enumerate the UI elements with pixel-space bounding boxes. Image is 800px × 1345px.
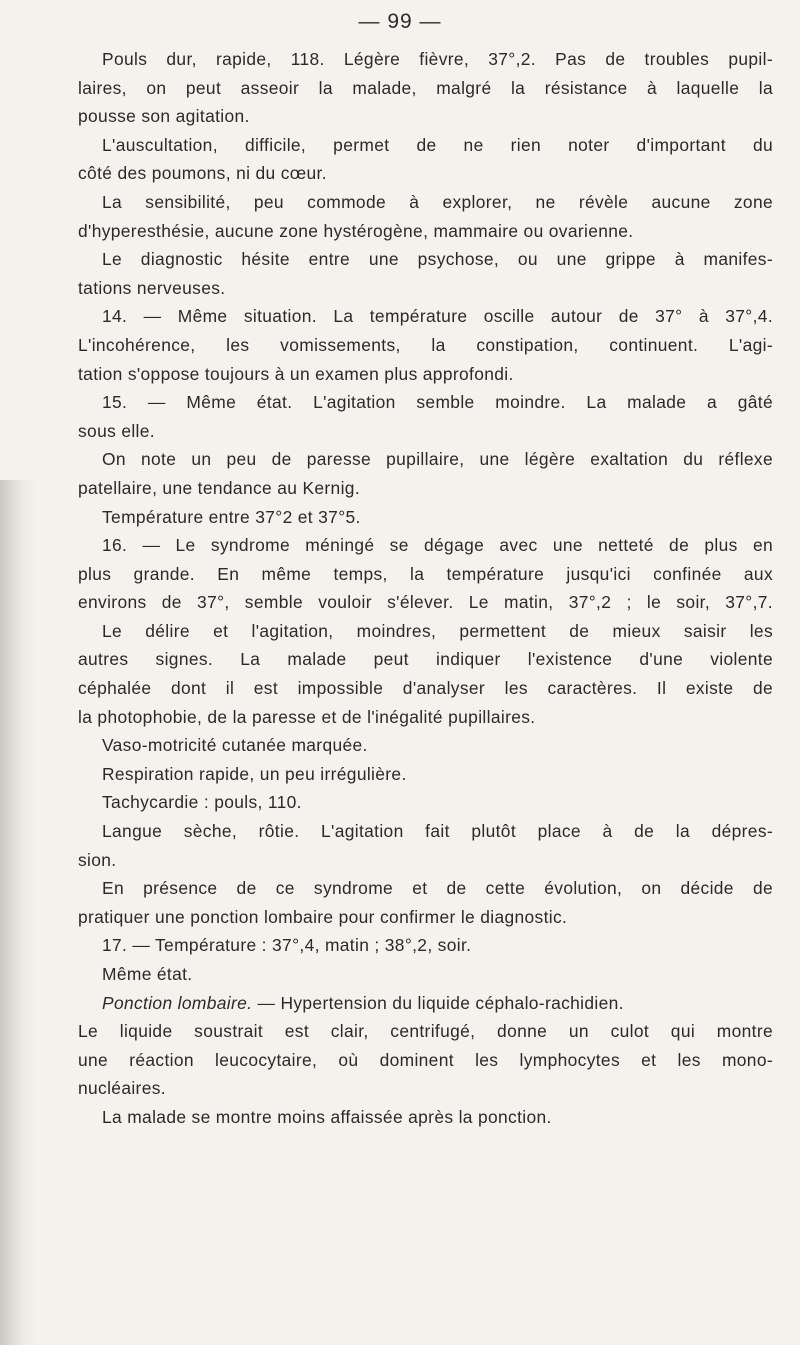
text-line: sous elle. [78,420,155,441]
text-line: La malade se montre moins affaissée après la ponction. [102,1106,552,1127]
text-line: une réaction leucocytaire, où dominent les lymphocytes et les mono- [78,1049,773,1070]
body-text [78,45,773,1132]
text-line: patellaire, une tendance au Kernig. [78,477,360,498]
text-line: 17. — Température : 37°,4, matin ; 38°,2, soir. [102,935,472,956]
text-line: En présence de ce syndrome et de cette évolution, on décide de [102,878,773,899]
text-line: tations nerveuses. [78,277,226,298]
text-line: la photophobie, de la paresse et de l'inégalité pupillaires. [78,706,536,727]
text-line: pousse son agitation. [78,106,250,127]
text-line: tation s'oppose toujours à un examen plus approfondi. [78,363,514,384]
text-line: 14. — Même situation. La température oscille autour de 37° à 37°,4. [102,306,773,327]
text-line: nucléaires. [78,1078,166,1099]
text-line: Tachycardie : pouls, 110. [102,792,302,813]
text-line: pratiquer une ponction lombaire pour confirmer le diagnostic. [78,906,568,927]
text-line: céphalée dont il est impossible d'analyser les caractères. Il existe de [78,678,773,699]
text-span: — Hypertension du liquide céphalo-rachidien. [252,992,624,1013]
text-line [78,989,773,1018]
text-line: côté des poumons, ni du cœur. [78,163,327,184]
text-line: Langue sèche, rôtie. L'agitation fait plutôt place à de la dépres- [102,821,773,842]
text-line: On note un peu de paresse pupillaire, une légère exaltation du réflexe [102,449,773,470]
text-line: Respiration rapide, un peu irrégulière. [102,763,407,784]
italic-heading: Ponction lombaire. [102,992,253,1013]
text-line: Pouls dur, rapide, 118. Légère fièvre, 37°,2. Pas de troubles pupil- [102,49,773,69]
page-edge-shadow [0,480,38,1345]
page-number: — 99 — [358,10,442,33]
text-line: L'incohérence, les vomissements, la constipation, continuent. L'agi- [78,334,773,355]
text-line: d'hyperesthésie, aucune zone hystérogène, mammaire ou ovarienne. [78,220,634,241]
text-line: sion. [78,849,117,870]
text-line: Le diagnostic hésite entre une psychose, ou une grippe à manifes- [102,249,773,270]
text-line: Le liquide soustrait est clair, centrifugé, donne un culot qui montre [78,1021,773,1042]
text-line: Température entre 37°2 et 37°5. [102,506,361,527]
text-line: La sensibilité, peu commode à explorer, ne révèle aucune zone [102,191,773,212]
text-line: L'auscultation, difficile, permet de ne rien noter d'important du [102,134,773,155]
text-line: Vaso-motricité cutanée marquée. [102,735,368,756]
text-line: Même état. [102,964,193,984]
text-line: environs de 37°, semble vouloir s'élever. Le matin, 37°,2 ; le soir, 37°,7. [78,592,773,613]
text-line: autres signes. La malade peut indiquer l'existence d'une violente [78,649,773,670]
text-line: laires, on peut asseoir la malade, malgré la résistance à laquelle la [78,77,773,98]
text-line: plus grande. En même temps, la température jusqu'ici confinée aux [78,563,773,584]
text-line: 15. — Même état. L'agitation semble moindre. La malade a gâté [102,392,773,413]
text-line: 16. — Le syndrome méningé se dégage avec une netteté de plus en [102,535,773,556]
text-line: Le délire et l'agitation, moindres, permettent de mieux saisir les [102,620,773,641]
